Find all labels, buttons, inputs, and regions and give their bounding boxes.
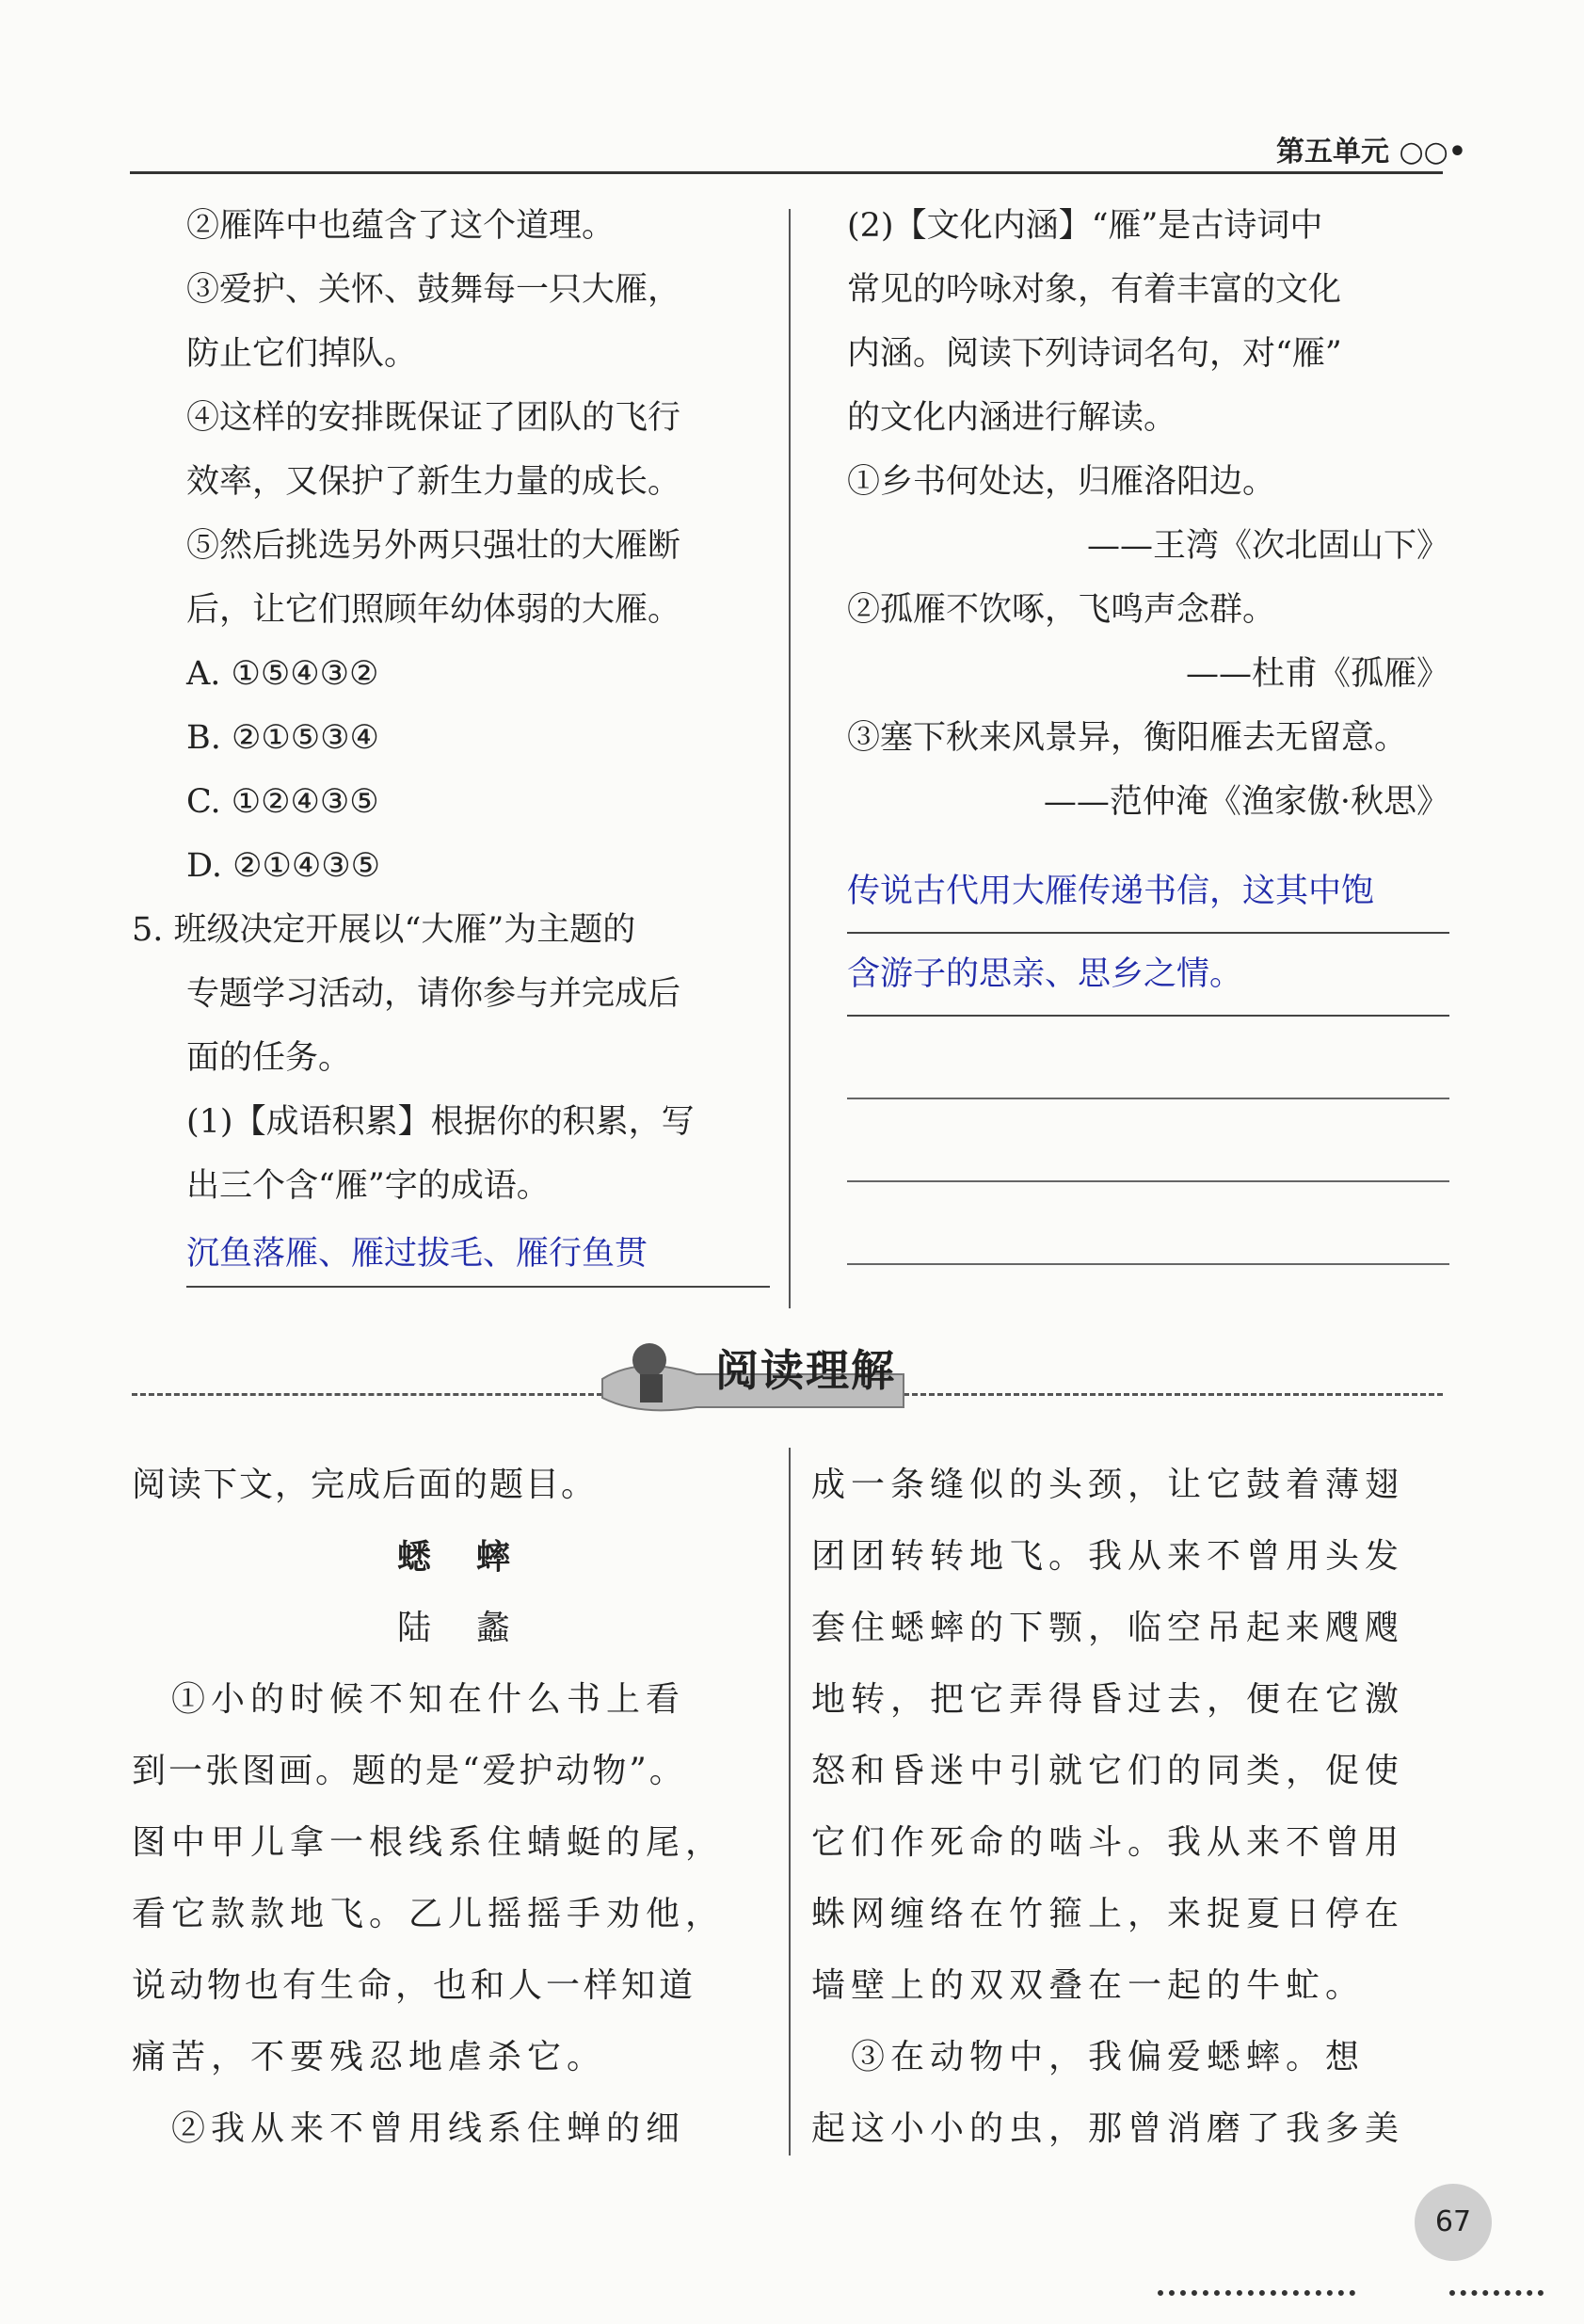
poem-line: ①乡书何处达，归雁洛阳边。 bbox=[847, 463, 1276, 501]
article-line: 痛苦，不要残忍地虐杀它。 bbox=[132, 2038, 607, 2076]
question-5-1-line: 出三个含“雁”字的成语。 bbox=[186, 1167, 550, 1205]
unit-title: 第五单元 ○○• bbox=[1276, 136, 1466, 168]
article-line: 成一条缝似的头颈，让它鼓着薄翅 bbox=[811, 1466, 1405, 1504]
question-5-2-line: 的文化内涵进行解读。 bbox=[847, 399, 1177, 437]
text-line: ③爱护、关怀、鼓舞每一只大雁， bbox=[186, 271, 681, 309]
article-line: ②我从来不曾用线系住蝉的细 bbox=[171, 2109, 686, 2148]
answer-blank-line[interactable] bbox=[847, 1099, 1449, 1182]
page-number: 67 bbox=[1415, 2184, 1492, 2261]
section-dash-right bbox=[904, 1393, 1443, 1396]
article-line: ③在动物中，我偏爱蟋蟀。想 bbox=[851, 2038, 1366, 2076]
question-5-1-line: (1)【成语积累】根据你的积累，写 bbox=[186, 1103, 695, 1141]
column-divider bbox=[789, 209, 791, 1308]
article-line: 说动物也有生命，也和人一样知道 bbox=[132, 1966, 697, 2005]
option-b: B. ②①⑤③④ bbox=[186, 719, 379, 757]
answer-blank-line[interactable] bbox=[847, 1182, 1449, 1265]
option-a: A. ①⑤④③② bbox=[186, 655, 379, 693]
article-line: 团团转转地飞。我从来不曾用头发 bbox=[811, 1537, 1405, 1576]
footer-dots-right bbox=[1449, 2290, 1544, 2296]
article-line: 蛛网缠络在竹箍上，来捉夏日停在 bbox=[811, 1895, 1405, 1933]
option-d: D. ②①④③⑤ bbox=[186, 847, 380, 885]
article-line: 到一张图画。题的是“爱护动物”。 bbox=[132, 1752, 686, 1790]
text-line: 后，让它们照顾年幼体弱的大雁。 bbox=[186, 591, 681, 629]
article-line: 怒和昏迷中引就它们的同类，促使 bbox=[811, 1752, 1405, 1790]
answer-blank-line[interactable] bbox=[847, 1017, 1449, 1099]
reading-left bbox=[132, 1450, 781, 2165]
poem-source: ——王湾《次北固山下》 bbox=[1086, 527, 1449, 565]
article-title: 蟋 蟀 bbox=[396, 1537, 516, 1577]
question-5-line: 专题学习活动，请你参与并完成后 bbox=[186, 975, 681, 1013]
section-dash-left bbox=[132, 1393, 602, 1396]
text-line: ②雁阵中也蕴含了这个道理。 bbox=[186, 207, 616, 245]
article-line: 图中甲儿拿一根线系住蜻蜓的尾， bbox=[132, 1823, 726, 1862]
footer-dots-left bbox=[1158, 2290, 1355, 2296]
question-5-2-line: 常见的吟咏对象，有着丰富的文化 bbox=[847, 271, 1342, 309]
question-5-line: 面的任务。 bbox=[186, 1039, 352, 1077]
culture-answer-line: 传说古代用大雁传递书信，这其中饱 bbox=[847, 851, 1449, 934]
question-5-2-line: 内涵。阅读下列诗词名句，对“雁” bbox=[847, 335, 1342, 373]
header-rule bbox=[130, 171, 1443, 174]
poem-line: ②孤雁不饮啄，飞鸣声念群。 bbox=[847, 591, 1276, 629]
poem-line: ③塞下秋来风景异，衡阳雁去无留意。 bbox=[847, 719, 1408, 757]
text-line: ⑤然后挑选另外两只强壮的大雁断 bbox=[186, 527, 681, 565]
option-c: C. ①②④③⑤ bbox=[186, 783, 379, 821]
article-line: 它们作死命的啮斗。我从来不曾用 bbox=[811, 1823, 1405, 1862]
book-icon bbox=[640, 1374, 663, 1402]
poem-source: ——范仲淹《渔家傲·秋思》 bbox=[1043, 783, 1449, 821]
text-line: 效率，又保护了新生力量的成长。 bbox=[186, 463, 681, 501]
article-author: 陆 蠡 bbox=[396, 1609, 516, 1647]
section-title: 阅读理解 bbox=[715, 1345, 896, 1396]
inkwell-icon bbox=[632, 1343, 666, 1377]
idiom-answer: 沉鱼落雁、雁过拔毛、雁行鱼贯 bbox=[186, 1222, 770, 1288]
poem-source: ——杜甫《孤雁》 bbox=[1185, 655, 1449, 693]
question-5-2-line: (2)【文化内涵】“雁”是古诗词中 bbox=[847, 207, 1323, 245]
article-line: ①小的时候不知在什么书上看 bbox=[171, 1680, 686, 1719]
article-line: 起这小小的虫，那曾消磨了我多美 bbox=[811, 2109, 1405, 2148]
article-line: 地转，把它弄得昏过去，便在它激 bbox=[811, 1680, 1405, 1719]
question-5-line: 5. 班级决定开展以“大雁”为主题的 bbox=[132, 911, 636, 949]
left-column bbox=[132, 194, 772, 1288]
article-line: 看它款款地飞。乙儿摇摇手劝他， bbox=[132, 1895, 726, 1933]
culture-answer-line: 含游子的思亲、思乡之情。 bbox=[847, 934, 1449, 1017]
article-line: 套住蟋蟀的下颚，临空吊起来飕飕 bbox=[811, 1609, 1405, 1647]
article-line: 墙壁上的双双叠在一起的牛虻。 bbox=[811, 1966, 1366, 2005]
text-line: 防止它们掉队。 bbox=[186, 335, 418, 373]
text-line: ④这样的安排既保证了团队的飞行 bbox=[186, 399, 681, 437]
reading-intro: 阅读下文，完成后面的题目。 bbox=[132, 1466, 598, 1504]
right-column bbox=[847, 194, 1449, 1265]
column-divider-lower bbox=[789, 1448, 791, 2156]
reading-right bbox=[811, 1450, 1461, 2165]
